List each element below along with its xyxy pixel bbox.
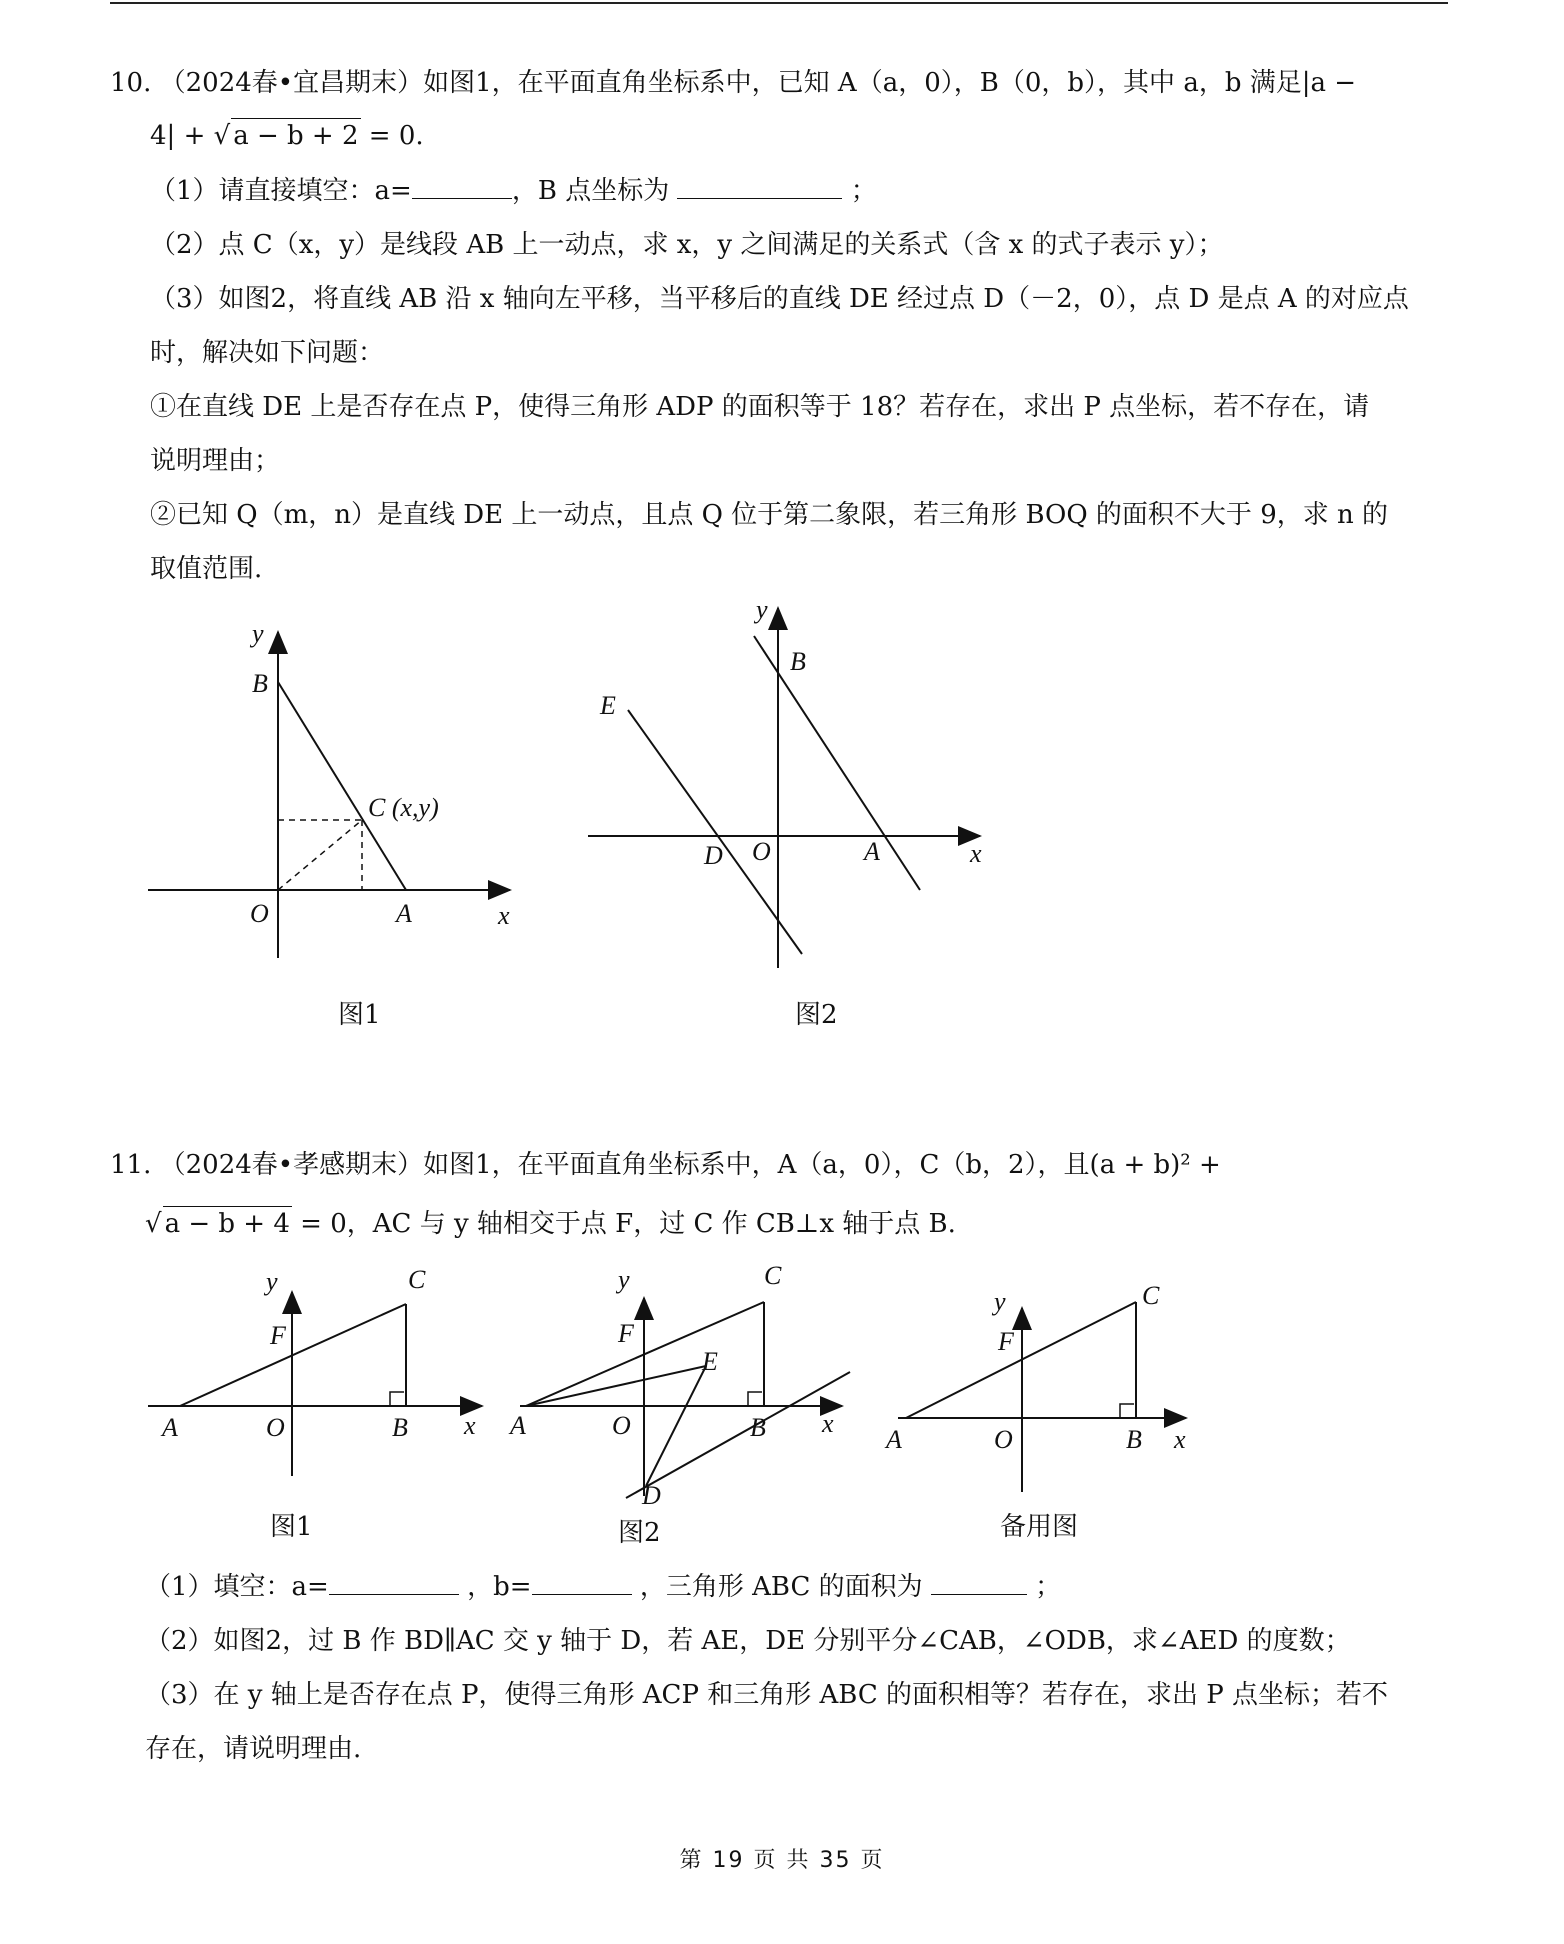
q11-figure-2 [506, 1258, 856, 1508]
q10-sub1b: 说明理由； [150, 446, 281, 476]
label-x: x [1174, 1425, 1186, 1454]
label-o: O [994, 1425, 1013, 1454]
label-f: F [998, 1327, 1014, 1356]
label-b: B [392, 1413, 408, 1442]
line-de [628, 710, 802, 954]
q11-fig1-caption: 图1 [270, 1512, 313, 1542]
q10-figure-1 [140, 620, 520, 960]
q11-part3a: （3）在 y 轴上是否存在点 P，使得三角形 ACP 和三角形 ABC 的面积相等？若存在，求出 P 点坐标；若不 [145, 1680, 1389, 1710]
q10-p1-end: ； [850, 176, 877, 206]
label-y: y [252, 620, 264, 648]
label-o: O [752, 837, 771, 866]
label-b: B [252, 669, 268, 698]
right-angle-mark [748, 1392, 762, 1406]
right-angle-mark [1120, 1404, 1134, 1418]
q10-part1 [150, 174, 877, 208]
label-d: D [704, 841, 723, 870]
label-e: E [702, 1347, 718, 1376]
q11-a-blank[interactable] [329, 1570, 459, 1595]
label-a: A [162, 1413, 178, 1442]
label-a: A [886, 1425, 902, 1454]
line-bd [626, 1372, 850, 1498]
q11-p1-b-label: ，b= [467, 1572, 532, 1602]
q10-p1-prompt: （1）请直接填空： [150, 176, 375, 206]
label-c: C (x,y) [368, 793, 439, 822]
q11-condition-rest: = 0，AC 与 y 轴相交于点 F，过 C 作 CB⊥x 轴于点 B. [291, 1209, 956, 1239]
q11-backup-figure [880, 1282, 1220, 1492]
q10-stem-start: 10. （2024春•宜昌期末）如图1，在平面直角坐标系中，已知 [110, 68, 830, 98]
label-d: D [642, 1481, 661, 1508]
q10-abs-part: 4| + [150, 121, 214, 151]
q11-p1-a-label: （1）填空：a= [145, 1572, 329, 1602]
right-angle-mark [390, 1392, 404, 1406]
segment-ae [526, 1366, 706, 1406]
label-a: A [864, 837, 880, 866]
q10-line1 [110, 66, 1356, 100]
q10-fig1-caption: 图1 [338, 1000, 381, 1030]
q10-p1-a-label: a= [374, 176, 412, 206]
label-x: x [970, 839, 982, 868]
q11-line2: √ a − b + 4 = 0，AC 与 y 轴相交于点 F，过 C 作 CB⊥x 轴于点 B. [145, 1206, 956, 1241]
label-c: C [1142, 1282, 1160, 1310]
label-b: B [790, 647, 806, 676]
label-x: x [498, 901, 510, 930]
q11-p1-area-label: ，三角形 ABC 的面积为 [639, 1572, 923, 1602]
q10-sqrt-expr: a − b + 2 [231, 118, 360, 153]
q11-part2: （2）如图2，过 B 作 BD∥AC 交 y 轴于 D，若 AE，DE 分别平分∠CAB，∠ODB，求∠AED 的度数； [145, 1626, 1351, 1656]
q10-part3a: （3）如图2，将直线 AB 沿 x 轴向左平移，当平移后的直线 DE 经过点 D（－2，0），点 D 是点 A 的对应点 [150, 284, 1409, 314]
q10-sub1a: ①在直线 DE 上是否存在点 P，使得三角形 ADP 的面积等于 18？若存在，求出 P 点坐标，若不存在，请 [150, 392, 1370, 422]
dash-oc [278, 820, 362, 890]
q11-fig2-caption: 图2 [618, 1518, 661, 1548]
label-a: A [510, 1411, 526, 1440]
label-y: y [266, 1267, 278, 1296]
q10-part2: （2）点 C（x，y）是线段 AB 上一动点，求 x，y 之间满足的关系式（含 x 的式子表示 y）； [150, 230, 1224, 260]
top-rule [110, 2, 1448, 4]
label-b: B [750, 1413, 766, 1442]
label-x: x [822, 1409, 834, 1438]
label-x: x [464, 1411, 476, 1440]
q10-part3b: 时，解决如下问题： [150, 338, 385, 368]
q11-p1-end: ； [1035, 1572, 1062, 1602]
q11-b-blank[interactable] [532, 1570, 632, 1595]
q11-backup-caption: 备用图 [1000, 1512, 1079, 1542]
q10-figure-2 [580, 598, 1000, 978]
q11-sqrt-expr: a − b + 4 [163, 1206, 292, 1241]
q11-line1: 11. （2024春•孝感期末）如图1，在平面直角坐标系中，A（a，0），C（b，2），且(a + b)² + [110, 1150, 1221, 1180]
label-o: O [612, 1411, 631, 1440]
q10-sub2b: 取值范围. [150, 554, 263, 584]
label-a: A [396, 899, 412, 928]
label-o: O [266, 1413, 285, 1442]
q11-figure-1 [140, 1262, 490, 1492]
q10-stem-coords: A（a，0），B（0，b），其中 a，b 满足|a − [829, 68, 1357, 98]
q11-part1 [145, 1570, 1061, 1604]
label-f: F [618, 1319, 634, 1348]
q10-sub2a: ②已知 Q（m，n）是直线 DE 上一动点，且点 Q 位于第二象限，若三角形 BOQ 的面积不大于 9，求 n 的 [150, 500, 1389, 530]
label-o: O [250, 899, 269, 928]
label-y: y [618, 1265, 630, 1294]
label-b: B [1126, 1425, 1142, 1454]
label-y: y [756, 598, 768, 624]
q10-a-blank[interactable] [412, 174, 512, 199]
label-c: C [408, 1265, 426, 1294]
label-e: E [600, 691, 616, 720]
segment-ed [646, 1366, 706, 1486]
q10-fig2-caption: 图2 [795, 1000, 838, 1030]
segment-ab [278, 682, 406, 890]
q11-area-blank[interactable] [931, 1570, 1027, 1595]
q10-b-blank[interactable] [677, 174, 842, 199]
label-c: C [764, 1261, 782, 1290]
q11-part3b: 存在，请说明理由. [145, 1734, 362, 1764]
label-f: F [270, 1321, 286, 1350]
page-footer: 第 19 页 共 35 页 [679, 1848, 885, 1873]
label-y: y [994, 1287, 1006, 1316]
q10-line2: 4| + √ a − b + 2 = 0. [150, 118, 424, 153]
q10-p1-b-label: ，B 点坐标为 [511, 176, 670, 206]
q10-equals-zero: = 0. [360, 121, 424, 151]
